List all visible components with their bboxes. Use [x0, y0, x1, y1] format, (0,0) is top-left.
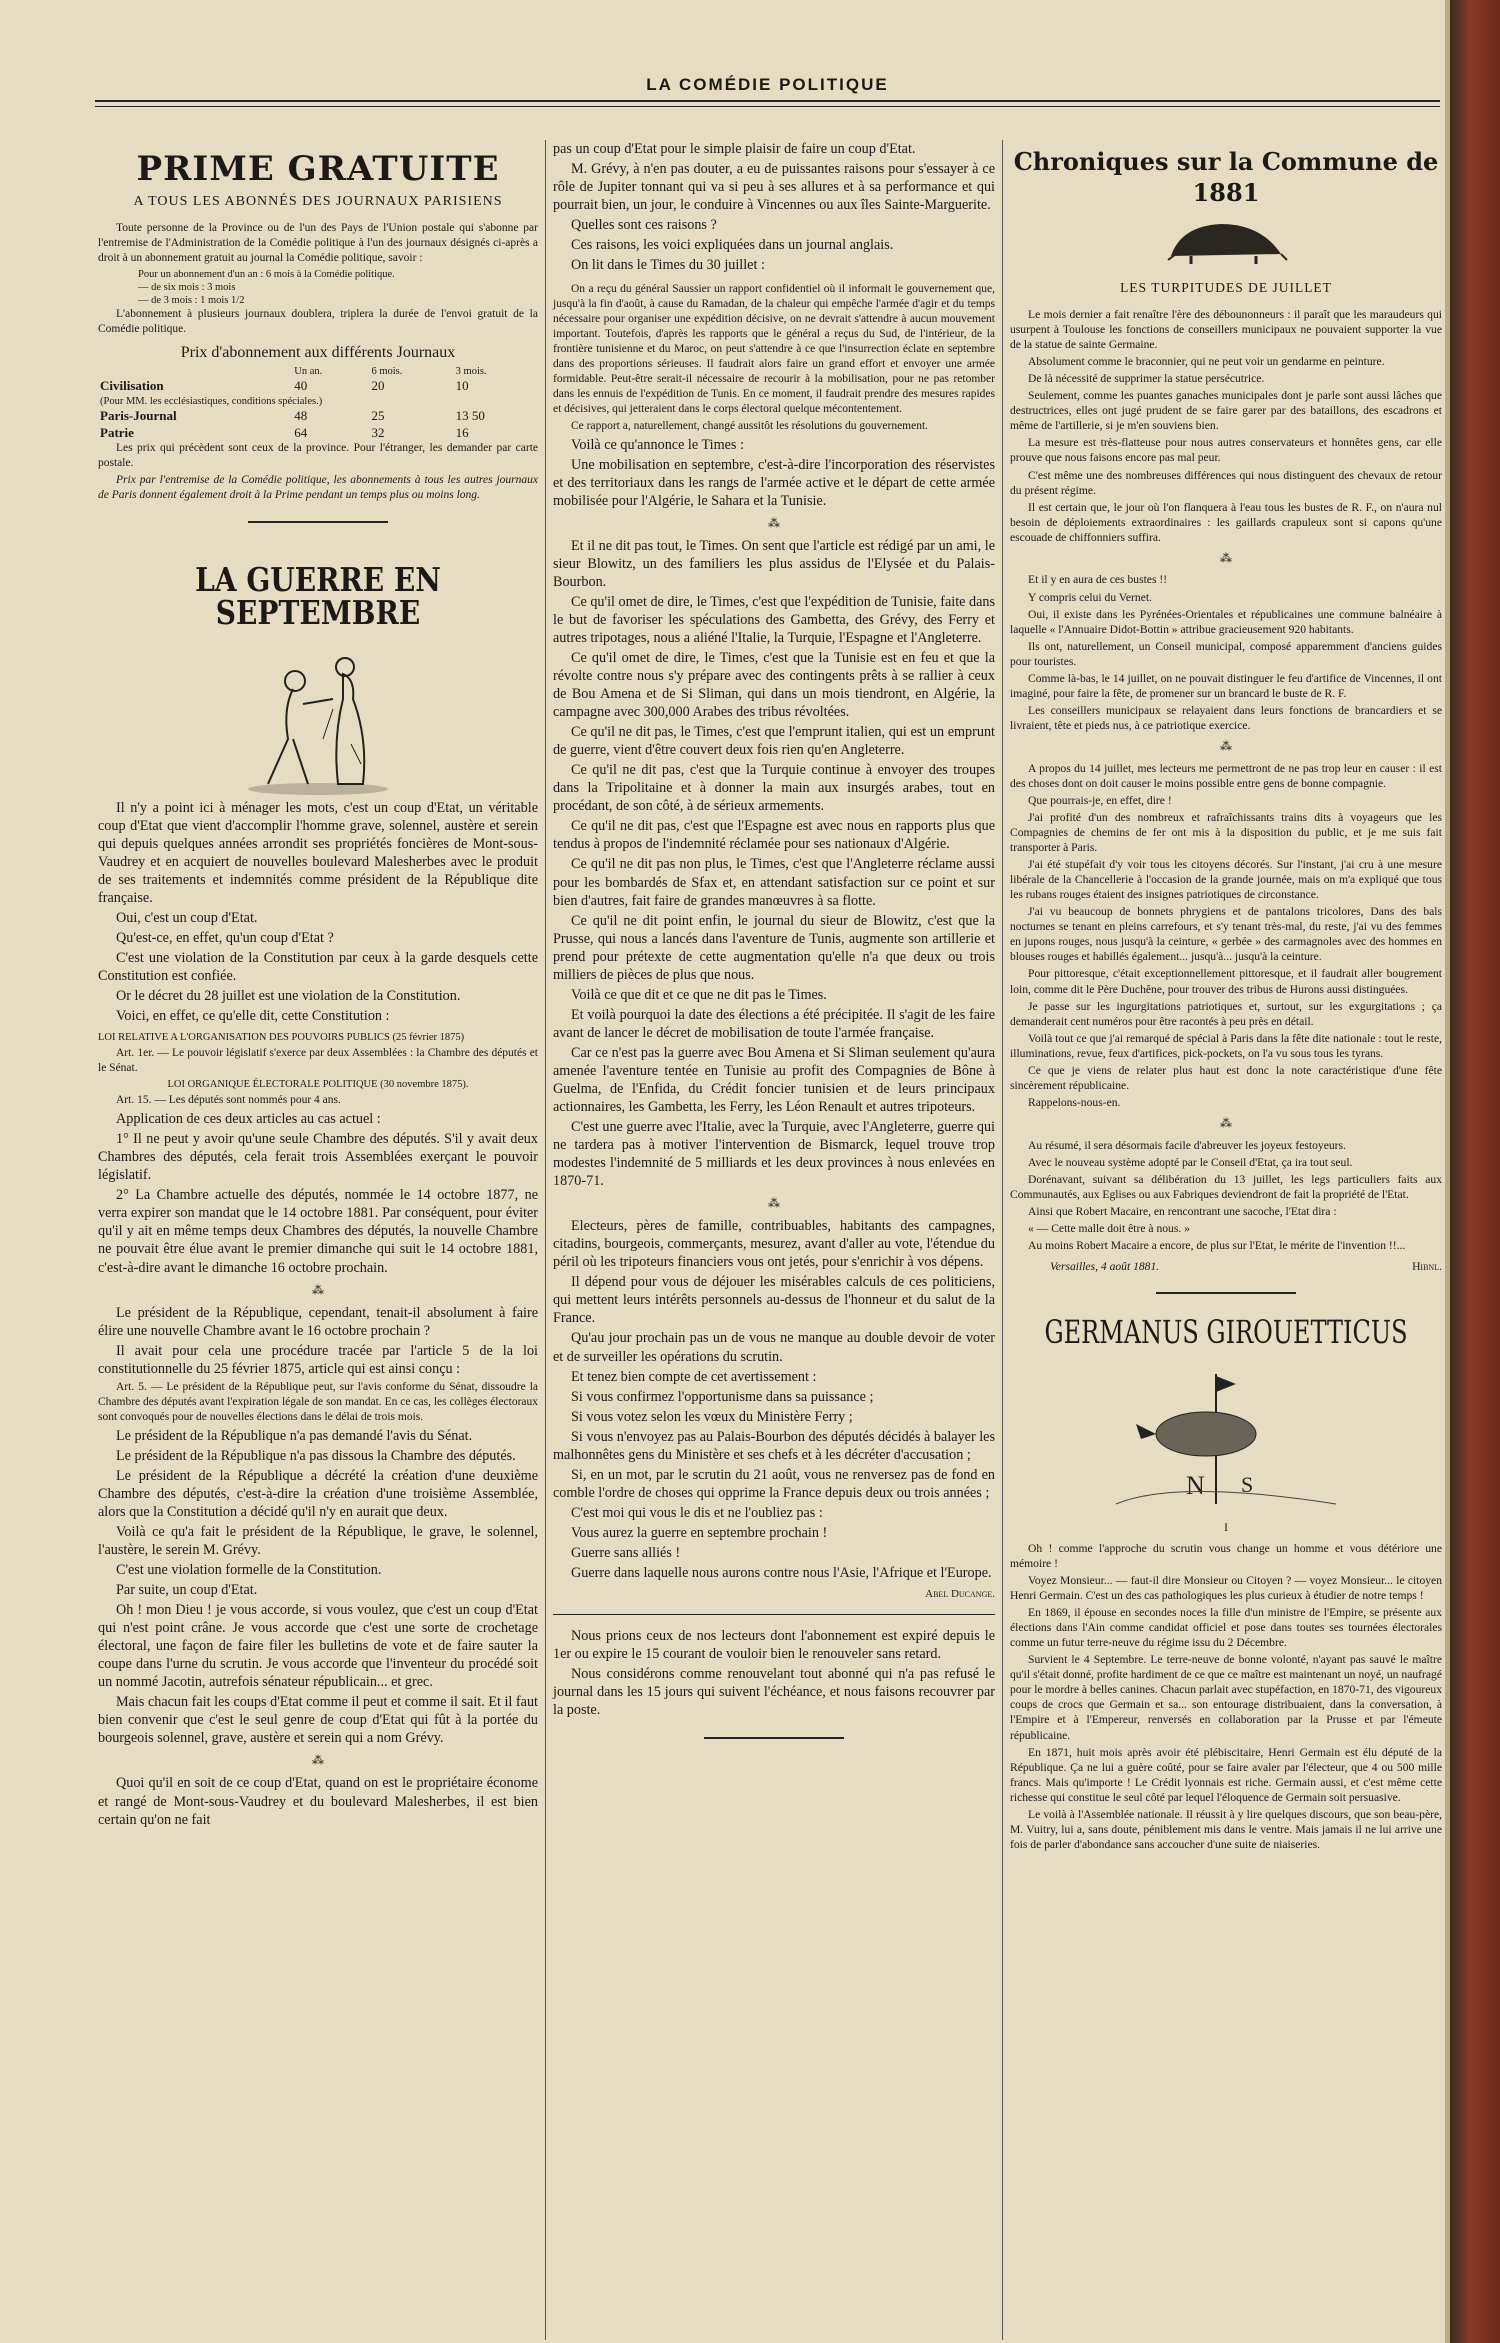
paragraph: C'est une violation de la Constitution par ceux à la garde desquels cette Constitution est confiée. — [98, 950, 538, 985]
ornament-rule — [1156, 1292, 1296, 1294]
column-1 — [98, 140, 538, 1831]
price-year: 40 — [294, 378, 308, 394]
paragraph: Oui, il existe dans les Pyrénées-Orientales et républicaines une commune balnéaire à laquelle « l'Annuaire Didot-Bottin » attribue gracieusement 920 habitants. — [1010, 607, 1442, 636]
paragraph: J'ai été stupéfait d'y voir tous les citoyens décorés. Sur l'instant, j'ai cru à une mesure libérale de la Chancellerie à l'occasion de la grande journée, mais on m'a expliqué que tous les rubans rouges étaient des insignes patriotiques de circonstance. — [1010, 858, 1442, 902]
separator-asterism: ⁂ — [1220, 550, 1232, 565]
separator-asterism: ⁂ — [1220, 739, 1232, 754]
paragraph: Le mois dernier a fait renaître l'ère des débounonneurs : il paraît que les maraudeurs qui usurpent à Toulouse les fonctions de conseillers municipaux ne pouvaient supporter la vue de la statue de sainte Germaine. — [1010, 307, 1442, 352]
paragraph: Oh ! comme l'approche du scrutin vous change un homme et vous détériore une mémoire ! — [1010, 1541, 1442, 1570]
paragraph: Qu'est-ce, en effet, qu'un coup d'Etat ? — [116, 930, 334, 947]
paragraph: La mesure est très-flatteuse pour nous autres conservateurs et honnêtes gens, car elle prouve que nous faisons encore pas mal peur. — [1010, 436, 1442, 465]
paragraph: Or le décret du 28 juillet est une violation de la Constitution. — [116, 988, 461, 1005]
prime-title: PRIME GRATUITE — [136, 149, 500, 189]
paragraph: Oui, c'est un coup d'Etat. — [116, 910, 258, 926]
paragraph: Voilà tout ce que j'ai remarqué de spécial à Paris dans la fête dite nationale : tout le reste, illuminations, revue, feux d'artifices, pick-pockets, on l'a vu sous tous les tyrans. — [1010, 1031, 1442, 1060]
hedgehog-illustration — [1161, 216, 1291, 271]
column-divider — [1002, 140, 1003, 2340]
paragraph: Avec le nouveau système adopté par le Conseil d'Etat, ça ira tout seul. — [1028, 1155, 1353, 1169]
law-heading: LOI ORGANIQUE ÉLECTORALE POLITIQUE (30 novembre 1875). — [167, 1079, 469, 1091]
paragraph: Voici, en effet, ce qu'elle dit, cette Constitution : — [116, 1008, 390, 1025]
paragraph: En 1869, il épouse en secondes noces la fille d'un ministre de l'Empire, se présente aux élections dans l'Ain comme candidat officiel et pose dans toutes ses tournées électorales comme un futur terre-neuve du régime issu du 2 Décembre. — [1010, 1606, 1442, 1650]
law-article: Art. 15. — Les députés sont nommés pour 4 ans. — [116, 1094, 341, 1107]
paragraph: Quelles sont ces raisons ? — [571, 217, 717, 234]
paragraph: 1° Il ne peut y avoir qu'une seule Chambre des députés. S'il y avait deux Chambres des députés, cela ferait trois Assemblées exerçant le pouvoir législatif. — [98, 1131, 538, 1184]
column-3 — [1010, 140, 1442, 1854]
paragraph: Au résumé, il sera désormais facile d'abreuver les joyeux festoyeurs. — [1028, 1138, 1346, 1152]
paragraph: Si vous confirmez l'opportunisme dans sa puissance ; — [571, 1388, 874, 1405]
paragraph: Ce qu'il ne dit pas, c'est que l'Espagne est avec nous en rapports plus que tendus à propos de l'indemnité réclamée pour ses nationaux d'Algérie. — [553, 818, 995, 853]
journal-name: Patrie — [100, 424, 134, 440]
journal-name: Paris-Journal — [100, 408, 177, 424]
paragraph: Ils ont, naturellement, un Conseil municipal, composé apparemment d'anciens guides pour touristes. — [1010, 639, 1442, 668]
prime-subtitle: A TOUS LES ABONNÉS DES JOURNAUX PARISIENS — [133, 194, 503, 210]
paragraph: Par suite, un coup d'Etat. — [116, 1581, 258, 1598]
svg-text:N: N — [1186, 1470, 1205, 1500]
paragraph: C'est moi qui vous le dis et ne l'oubliez pas : — [571, 1504, 823, 1521]
paragraph: C'est une guerre avec l'Italie, avec la Turquie, avec l'Angleterre, guerre qui ne tardera pas à motiver l'intervention de Bismarck, lequel trouve trop modestes l'indemnité de 5 milliards et les deux provinces à nous enlevées en 1870-71. — [553, 1118, 995, 1190]
column-2 — [553, 140, 995, 1757]
law-article: Art. 5. — Le président de la République peut, sur l'avis conforme du Sénat, dissoudre la Chambre des députés avant l'expiration légale de son mandat. En ce cas, les collèges électoraux sont convoqués pour de nouvelles élections dans le délai de trois mois. — [98, 1380, 538, 1423]
prime-terms — [98, 268, 538, 307]
paragraph: Vous aurez la guerre en septembre prochain ! — [571, 1524, 828, 1541]
rates-header-row — [98, 365, 538, 378]
prime-note: L'abonnement à plusieurs journaux doublera, triplera la durée de l'envoi gratuit de la Comédie politique. — [98, 308, 538, 336]
prime-term: — de six mois : 3 mois — [138, 281, 236, 293]
separator-asterism: ⁂ — [768, 1196, 780, 1211]
running-header: LA COMÉDIE POLITIQUE — [646, 75, 889, 94]
subscription-notice: Nous prions ceux de nos lecteurs dont l'abonnement est expiré depuis le 1er ou expire le 15 courant de vouloir bien le renouveler sans retard. — [553, 1627, 995, 1662]
times-quote: On a reçu du général Saussier un rapport confidentiel où il informait le gouvernement que, jusqu'à la fin d'août, à cause du Ramadan, de la chaleur qui empêche l'armée d'agir et du temps nécessaire pour organiser une expédition décisive, on ne devrait s'attendre à aucun mouvement important. Toutefois, d'après les rapports que le général a reçus du Sud, de l'intérieur, de la frontière tunisienne et du Maroc, on peut s'attendre à ce que l'insurrection éclate en septembre dans des proportions sérieuses. Il faudrait alors faire un grand effort et envoyer une armée formidable. Peut-être serait-il nécessaire de recourir à la mobilisation, pour ne pas retomber dans les ennuis de l'expédition de Tunis. En ce moment, il faudrait prendre des mesures rapides et décisives, qui jetteraient dans le corps électoral quelque mécontentement. — [553, 283, 995, 415]
paragraph: Seulement, comme les puantes ganaches municipales dont je parle sont aussi lâches que destructrices, elles ont jugé prudent de se faire garer par des bataillons, des escadrons et même de l'artillerie, si je m'en souviens bien. — [1010, 389, 1442, 433]
paragraph: Voilà ce qu'annonce le Times : — [571, 436, 744, 453]
section-title: LES TURPITUDES DE JUILLET — [1120, 280, 1332, 296]
paragraph: Si vous votez selon les vœux du Ministère Ferry ; — [571, 1408, 853, 1425]
price-3m: 13 50 — [455, 408, 485, 424]
paragraph: Y compris celui du Vernet. — [1028, 590, 1152, 604]
divider-rule — [553, 1614, 995, 1615]
paragraph: Les conseillers municipaux se relayaient dans leurs fonctions de brancardiers et se livraient, tête et pieds nus, à ce patriotique exercice. — [1010, 703, 1442, 733]
prime-footer: Prix par l'entremise de la Comédie politique, les abonnements à tous les autres journaux de Paris donnent également droit à la Prime pendant un temps plus ou moins long. — [98, 473, 538, 501]
dateline — [1010, 1259, 1442, 1274]
rates-note: (Pour MM. les ecclésiastiques, conditions spéciales.) — [100, 395, 323, 407]
paragraph: Le président de la République n'a pas demandé l'avis du Sénat. — [116, 1427, 473, 1444]
paragraph: Guerre dans laquelle nous aurons contre nous l'Asie, l'Afrique et l'Europe. — [571, 1564, 992, 1581]
paragraph: Ces raisons, les voici expliquées dans un journal anglais. — [571, 237, 894, 254]
paragraph: Oh ! mon Dieu ! je vous accorde, si vous voulez, que c'est un coup d'Etat qui n'est point crâne. Je vous accorde que c'est une sorte de crochetage électoral, une façon de faire filer les bulletins de vote et de faire sauter la coupe dans l'urne du scrutin. Je vous accorde que l'inventeur du procédé soit un nommé Jacotin, autrefois sénateur républicain... et grec. — [98, 1601, 538, 1691]
paragraph: Ce qu'il ne dit pas, c'est que la Turquie continue à envoyer des troupes dans la Tripolitaine et à donner la main aux insurgés arabes, tout en procédant, de son côté, à de sérieux armements. — [553, 762, 995, 815]
paragraph: Pour pittoresque, c'était exceptionnellement pittoresque, et il faudrait aller bougrement loin, comme dit le Père Duchêne, pour trouver des tribus de Hurons aussi distinguées. — [1010, 967, 1442, 996]
paragraph: C'est une violation formelle de la Constitution. — [116, 1561, 382, 1578]
paragraph: Je passe sur les ingurgitations patriotiques et, surtout, sur les exgurgitations ; ça demanderait cent numéros pour être racontés à peu près en détail. — [1010, 999, 1442, 1028]
rates-header-cell — [98, 365, 292, 378]
rates-row — [98, 425, 538, 442]
rates-row — [98, 408, 538, 425]
chroniques-title: Chroniques sur la Commune de 1881 — [1013, 147, 1439, 208]
column-divider — [545, 140, 546, 2340]
paragraph: Electeurs, pères de famille, contribuables, habitants des campagnes, citadins, bourgeois, commerçants, mesurez, avant d'aller au vote, l'étendue du péril où les tripoteurs financiers vous ont jetés, pour s'enrichir à vos dépens. — [553, 1218, 995, 1271]
paragraph: C'est même une des nombreuses différences qui nous distinguent des chevaux de retour du présent régime. — [1010, 468, 1442, 497]
author-signature: Abel Ducange. — [925, 1587, 995, 1600]
paragraph: Quoi qu'il en soit de ce coup d'Etat, quand on est le propriétaire économe et rangé de Mont-sous-Vaudrey et du boulevard Malesherbes, il est bien certain qu'on ne fait — [98, 1775, 538, 1828]
rates-header-cell: 3 mois. — [455, 366, 487, 378]
paragraph: On lit dans le Times du 30 juillet : — [571, 257, 765, 274]
author-signature: Hibnl. — [1412, 1260, 1442, 1274]
header-rule-thin — [95, 106, 1440, 107]
paragraph: 2° La Chambre actuelle des députés, nommée le 14 octobre 1877, ne verra expirer son mandat que le 14 octobre 1881. Par conséquent, pour éviter qu'il y ait en même temps deux Chambres des députés, la nouvelle Chambre ne pouvait être élue avant le premier dimanche qui suit le 14 octobre 1881, c'est-à-dire avant le dimanche 16 octobre prochain. — [98, 1187, 538, 1276]
paragraph: Ce qu'il ne dit pas non plus, le Times, c'est que l'Angleterre réclame aussi pour les bombardés de Sfax et, en attendant satisfaction sur ce point et sur bien d'autres, fait faire de grandes manœuvres à sa flotte. — [553, 856, 995, 909]
law-heading: LOI RELATIVE A L'ORGANISATION DES POUVOIRS PUBLICS (25 février 1875) — [98, 1032, 465, 1044]
journal-name: Civilisation — [100, 378, 164, 394]
paragraph: Absolument comme le braconnier, qui ne peut voir un gendarme en peinture. — [1028, 355, 1385, 369]
paragraph: Et il ne dit pas tout, le Times. On sent que l'article est rédigé par un ami, le sieur Blowitz, un des familiers les plus assidus de l'Elysée et du Palais-Bourbon. — [553, 537, 995, 591]
header-rule — [95, 100, 1440, 102]
paragraph: Le président de la République a décrété la création d'une deuxième Chambre des députés, c'est-à-dire la création d'une troisième Assemblée, alors que la Constitution a décidé qu'il n'y en aurait que deux. — [98, 1467, 538, 1520]
paragraph: Car ce n'est pas la guerre avec Bou Amena et Si Sliman seulement qu'aura amenée l'aventure tentée en Tunisie au profit des Compagnies de Bône à Guelma, de l'Enfida, du Crédit foncier tunisien et de leurs principaux actionnaires, les Gambetta, les Ferry, les Léon Renault et autres tripoteurs. — [553, 1044, 995, 1115]
price-year: 48 — [294, 408, 308, 424]
rates-table — [98, 365, 538, 441]
binding-spine — [1450, 0, 1500, 2343]
paragraph: M. Grévy, à n'en pas douter, a eu de puissantes raisons pour s'essayer à ce rôle de Jupiter tonnant qui va si peu à ses allures et à sa performance et qui pourrait bien, un jour, le conduire à Vincennes ou aux îles Sainte-Marguerite. — [553, 161, 995, 214]
prime-intro: Toute personne de la Province ou de l'un des Pays de l'Union postale qui s'abonne par l'entremise de l'Administration de la Comédie politique à l'un des journaux désignés ci-après a droit à un abonnement gratuit au journal la Comédie politique, savoir : — [98, 221, 538, 264]
paragraph: Au moins Robert Macaire a encore, de plus sur l'Etat, le mérite de l'invention !!... — [1028, 1239, 1406, 1253]
paragraph: Ce qu'il omet de dire, le Times, c'est que l'expédition de Tunisie, faite dans le but de favoriser les spéculations des Gambetta, des Grévy, des Ferry et autres tripotages, nous a aliéné l'Italie, la Turquie, l'Espagne et l'Angleterre. — [553, 594, 995, 647]
price-3m: 16 — [455, 424, 469, 440]
paragraph: Si, en un mot, par le scrutin du 21 août, vous ne renversez pas de fond en comble l'ordre de choses qui opprime la France depuis deux ou trois années ; — [553, 1466, 995, 1501]
price-3m: 10 — [455, 378, 469, 394]
paragraph: Comme là-bas, le 14 juillet, on ne pouvait distinguer le feu d'artifice de Vincennes, il ont imaginé, pour faire la fête, de promener sur un brancard le buste de R. F. — [1010, 671, 1442, 700]
paragraph: Mais chacun fait les coups d'Etat comme il peut et comme il sait. Et il faut bien convenir que c'est le seul genre de coup d'Etat qui fût à la portée du bourgeois solennel, grave, austère et serein qui a nom Grévy. — [98, 1694, 538, 1747]
paragraph: Rappelons-nous-en. — [1028, 1095, 1121, 1109]
price-6m: 20 — [371, 378, 385, 394]
paragraph: De là nécessité de supprimer la statue persécutrice. — [1028, 372, 1265, 386]
ornament-rule — [704, 1737, 844, 1739]
paragraph: pas un coup d'Etat pour le simple plaisir de faire un coup d'Etat. — [553, 141, 916, 157]
svg-text:S: S — [1241, 1471, 1254, 1497]
paragraph: Ce qu'il ne dit point enfin, le journal du sieur de Blowitz, c'est que la Prusse, qui nous a lancés dans l'aventure de Tunis, augmente son artillerie et prend pour prétexte de cette augmentation qu'elle n'a que deux ou trois milliers de pièces de plus que nous. — [553, 912, 995, 983]
separator-asterism: ⁂ — [1220, 1116, 1232, 1131]
paragraph: Il est certain que, le jour où l'on flanquera à l'eau tous les bustes de R. F., on n'aura nul besoin de déploiements extraordinaires : les gaillards crapuleux sont si capons qu'une escouade de chiffonniers suffira. — [1010, 500, 1442, 544]
paragraph: Dorénavant, suivant sa délibération du 13 juillet, les legs particuliers faits aux Communautés, aux Eglises ou aux Fabriques deviendront de fait la propriété de l'Etat. — [1010, 1172, 1442, 1201]
paragraph: Et tenez bien compte de cet avertissement : — [571, 1368, 817, 1385]
price-year: 64 — [294, 424, 308, 440]
paragraph: Application de ces deux articles au cas actuel : — [116, 1111, 381, 1128]
paragraph: A propos du 14 juillet, mes lecteurs me permettront de ne pas trop leur en causer : il est des choses dont on doit causer le moins possible entre gens de bonne compagnie. — [1010, 761, 1442, 790]
paragraph: Survient le 4 Septembre. Le terre-neuve de bonne volonté, n'ayant pas sauvé le maître qu'il s'était donné, profite hardiment de ce que ce maître est maintenant un noyé, un naufragé pour le mordre à belles canines. Chacun parlait avec stupéfaction, en 1870-71, des vigoureux coups de crocs que Germain et sa... son entourage distribuaient, dans la conversation, à l'Empire et à l'Empereur, renversés en collaboration par la Prusse et par l'émeute républicaine. — [1010, 1653, 1442, 1742]
cartoon-illustration — [233, 649, 403, 799]
paragraph: J'ai vu beaucoup de bonnets phrygiens et de pantalons tricolores, Dans des bals nocturnes se tenant en pleins carrefours, et s'y tenant très-mal, du reste, j'ai vu des femmes en jupons rouges, nous jusqu'à la ceinture, « gerbée » des carmagnoles avec des hommes en blouses rouges et habillés également... jusqu'à... jusqu'à la ceinture. — [1010, 905, 1442, 964]
dateline-place: Versailles, 4 août 1881. — [1050, 1260, 1160, 1274]
paragraph: Voilà ce qu'a fait le président de la République, le grave, le solennel, l'austère, le serein M. Grévy. — [98, 1523, 538, 1558]
paragraph: Que pourrais-je, en effet, dire ! — [1028, 793, 1172, 807]
rates-title: Prix d'abonnement aux différents Journaux — [180, 344, 456, 361]
law-article: Art. 1er. — Le pouvoir législatif s'exerce par deux Assemblées : la Chambre des députés et le Sénat. — [98, 1047, 538, 1075]
prime-footer: Les prix qui précèdent sont ceux de la province. Pour l'étranger, les demander par carte postale. — [98, 442, 538, 469]
paragraph: Voilà ce que dit et ce que ne dit pas le Times. — [571, 986, 827, 1003]
subscription-notice: Nous considérons comme renouvelant tout abonné qui n'a pas refusé le journal dans les 15 jours qui suivent l'échéance, et nous faisons recouvrer par la poste. — [553, 1665, 995, 1718]
paragraph: Et il y en aura de ces bustes !! — [1028, 573, 1168, 587]
paragraph: Ce qu'il omet de dire, le Times, c'est que la Tunisie est en feu et que la révolte contre nous s'y prépare avec des contingents prêts à se rallier à ceux de Bou Amena et de Si Sliman, qui dans un mois tiendront, en Algérie, la campagne avec 300,000 Arabes des tribus révoltées. — [553, 650, 995, 721]
separator-asterism: ⁂ — [312, 1282, 324, 1297]
paragraph: Qu'au jour prochain pas un de vous ne manque au double devoir de voter et de surveiller les opérations du scrutin. — [553, 1330, 995, 1365]
paragraph: Et voilà pourquoi la date des élections a été précipitée. Il s'agit de les faire avant de lancer le décret de mobilisation de toute l'armée française. — [553, 1006, 995, 1041]
paragraph: Si vous n'envoyez pas au Palais-Bourbon des députés décidés à balayer les malhonnêtes gens du Ministère et ses chefs et à les décréter d'accusation ; — [553, 1428, 995, 1463]
paragraph: Il avait pour cela une procédure tracée par l'article 5 de la loi constitutionnelle du 25 février 1875, article qui est ainsi conçu : — [98, 1342, 538, 1377]
paragraph: « — Cette malle doit être à nous. » — [1028, 1221, 1190, 1235]
paragraph: Le président de la République n'a pas dissous la Chambre des députés. — [116, 1447, 516, 1464]
paragraph: Voyez Monsieur... — faut-il dire Monsieur ou Citoyen ? — voyez Monsieur... le citoyen Henri Germain. C'est un des cas pathologiques les plus curieux à étudier de notre temps ! — [1010, 1573, 1442, 1602]
paragraph: Le président de la République, cependant, tenait-il absolument à faire élire une nouvelle Chambre avant le 16 octobre prochain ? — [98, 1304, 538, 1339]
paragraph: Une mobilisation en septembre, c'est-à-dire l'incorporation des réservistes et des territoriaux dans les rangs de l'armée active et le départ de cette armée mobilisée pour l'Algérie, le Sahara et la Tunisie. — [553, 456, 995, 509]
weathervane-illustration — [1096, 1364, 1356, 1514]
times-quote: Ce rapport a, naturellement, changé aussitôt les résolutions du gouvernement. — [571, 419, 929, 432]
price-6m: 32 — [371, 424, 385, 440]
article-title: LA GUERRE EN SEPTEMBRE — [195, 559, 441, 632]
paragraph: Guerre sans alliés ! — [571, 1544, 681, 1561]
prime-term: — de 3 mois : 1 mois 1/2 — [138, 295, 245, 306]
germanus-title: GERMANUS GIROUETTICUS — [1044, 1313, 1408, 1352]
separator-asterism: ⁂ — [768, 515, 780, 530]
section-numeral: I — [1224, 1520, 1228, 1534]
paragraph: Ce que je viens de relater plus haut est donc la note caractéristique d'une fête sincèrement républicaine. — [1010, 1063, 1442, 1092]
paragraph: Ainsi que Robert Macaire, en rencontrant une sacoche, l'Etat dira : — [1028, 1204, 1337, 1218]
ornament-rule — [248, 521, 388, 523]
rates-row — [98, 395, 538, 408]
rates-header-cell: Un an. — [294, 366, 323, 378]
paragraph: En 1871, huit mois après avoir été plébiscitaire, Henri Germain est élu député de la République. Ça ne lui a guère coûté, pour se faire avaler par l'électeur, que 4 ou 500 mille francs. Mais qu'importe ! Le Crédit lyonnais est riche. Germain aussi, et c'est même cette richesse qui constitue le seul côté par lequel l'éloquence de Germain soit persuasive. — [1010, 1745, 1442, 1804]
prime-term: Pour un abonnement d'un an : 6 mois à la Comédie politique. — [138, 268, 395, 280]
paragraph: Il n'y a point ici à ménager les mots, c'est un coup d'Etat, un véritable coup d'Etat que vient d'accomplir l'homme grave, solennel, austère et serein qui depuis quelques années arrondit ses propriétés foncières de Mont-sous-Vaudrey et en acquiert de nouvelles boulevard Malesherbes avec le produit de ses traitements et indemnités comme président de la République dite française. — [98, 799, 538, 906]
paragraph: Le voilà à l'Assemblée nationale. Il réussit à y lire quelques discours, que son beau-père, M. Vuitry, lui a, sans doute, péniblement mis dans le ventre. Mais jamais il ne lui arrive une fois de parler d'abondance sans accoucher d'une suite de niaiseries. — [1010, 1807, 1442, 1851]
rates-row — [98, 378, 538, 395]
paragraph: Ce qu'il ne dit pas, le Times, c'est que l'emprunt italien, qui est un emprunt de guerre, vient d'être couvert deux fois rien qu'en Angleterre. — [553, 724, 995, 759]
rates-header-cell: 6 mois. — [371, 366, 403, 378]
paragraph: Il dépend pour vous de déjouer les misérables calculs de ces politiciens, qui mettent leurs intérêts personnels au-dessus de l'honneur et du salut de la France. — [553, 1274, 995, 1327]
separator-asterism: ⁂ — [312, 1753, 324, 1768]
price-6m: 25 — [371, 408, 385, 424]
paragraph: J'ai profité d'un des nombreux et rafraîchissants trains dits à voyageurs que les Compagnies de chemins de fer ont mis à la disposition du public, et je me suis fait transporter à Paris. — [1010, 810, 1442, 854]
